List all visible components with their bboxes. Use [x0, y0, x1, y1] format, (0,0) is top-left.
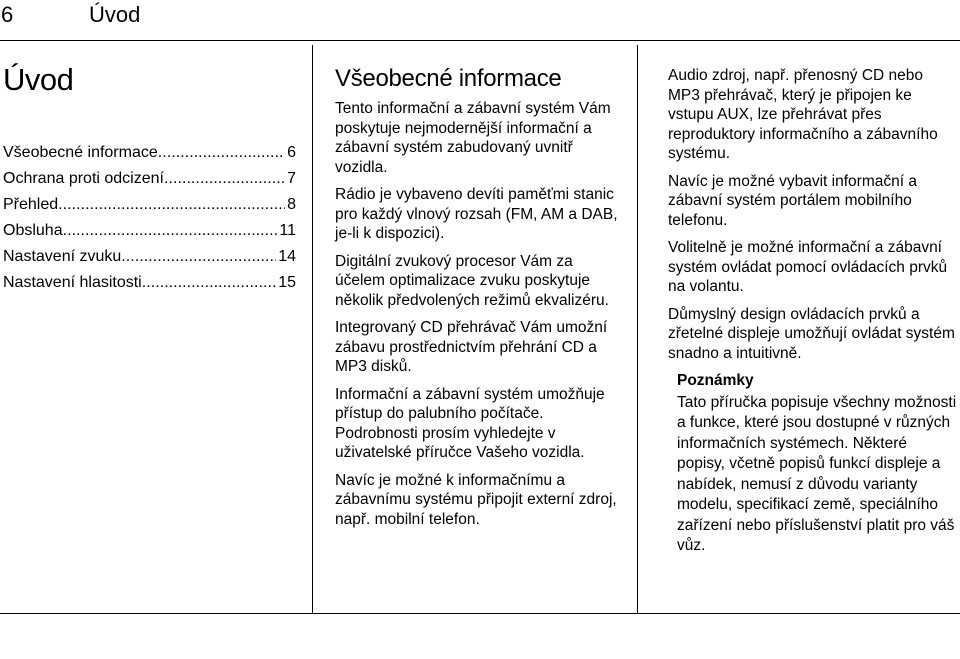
toc-label: Přehled: [3, 196, 59, 213]
toc-page: 11: [279, 222, 296, 239]
note-text: Tato příručka popisuje všechny možnosti a funkce, které jsou dostupné v různých informačních systémech. Některé popisy, včetně popisů funkcí displeje a nabídek, nemusí z důvodu varianty modelu, specifikací země, speciálního zařízení nebo příslušenství platit pro váš vůz.: [677, 393, 957, 554]
paragraph: Volitelně je možné informační a zábavní systém ovládat pomocí ovládacích prvků na volantu.: [668, 239, 948, 295]
toc-entry-tone-settings[interactable]: [3, 244, 296, 270]
toc-label: Nastavení zvuku: [3, 248, 122, 265]
toc-leader: [63, 218, 278, 244]
toc-label: Obsluha: [3, 222, 63, 239]
paragraph: Důmyslný design ovládacích prvků a zřetelné displeje umožňují ovládat systém snadno a intuitivně.: [668, 305, 955, 362]
toc-leader: [164, 166, 285, 192]
toc-label: Všeobecné informace: [3, 144, 158, 161]
note-title: Poznámky: [677, 372, 754, 389]
toc-leader: [142, 270, 276, 296]
continued-column: [668, 66, 958, 565]
running-title: Úvod: [89, 2, 141, 27]
paragraph: Tento informační a zábavní systém Vám poskytuje nejmodernější informační a zábavní systém zabudovaný uvnitř vozidla.: [335, 100, 611, 176]
toc-entry-theft-protection[interactable]: [3, 166, 296, 192]
chapter-title: Úvod: [3, 62, 74, 97]
toc-page: 14: [278, 248, 296, 265]
paragraph: Audio zdroj, např. přenosný CD nebo MP3 přehrávač, který je připojen ke vstupu AUX, lze přehrávat přes reproduktory informačního a zábavního systému.: [668, 67, 938, 162]
toc-leader: [121, 244, 276, 270]
header-divider: [0, 40, 960, 41]
toc-entry-operation[interactable]: [3, 218, 296, 244]
toc-entry-volume-settings[interactable]: [3, 270, 296, 296]
paragraph: Digitální zvukový procesor Vám za účelem optimalizace zvuku poskytuje několik předvolených režimů ekvalizéru.: [335, 252, 609, 309]
toc-label: Ochrana proti odcizení: [3, 170, 164, 187]
toc-entry-overview[interactable]: [3, 192, 296, 218]
column-divider-2: [637, 45, 638, 613]
page-number: 6: [1, 2, 14, 27]
paragraph: Navíc je možné k informačnímu a zábavnímu systému připojit externí zdroj, např. mobilní telefon.: [335, 471, 617, 528]
toc-page: 8: [287, 196, 296, 213]
toc-entry-general-info[interactable]: [3, 140, 296, 166]
footer-divider: [0, 613, 960, 614]
toc-leader: [158, 140, 285, 166]
general-info-column: [335, 65, 625, 537]
toc-page: 6: [287, 144, 296, 161]
toc-page: 7: [287, 170, 296, 187]
toc-leader: [58, 192, 285, 218]
paragraph: Rádio je vybaveno devíti paměťmi stanic pro každý vlnový rozsah (FM, AM a DAB, je-li k dispozici).: [335, 186, 618, 242]
paragraph: Informační a zábavní systém umožňuje přístup do palubního počítače. Podrobnosti prosím vyhledejte v uživatelské příručce Vašeho vozidla.: [335, 385, 605, 461]
table-of-contents: [3, 140, 296, 296]
toc-page: 15: [278, 274, 296, 291]
toc-label: Nastavení hlasitosti: [3, 274, 142, 291]
paragraph: Integrovaný CD přehrávač Vám umožní zábavu prostřednictvím přehrání CD a MP3 disků.: [335, 319, 608, 375]
paragraph: Navíc je možné vybavit informační a zábavní systém portálem mobilního telefonu.: [668, 172, 917, 229]
page-header: [0, 0, 960, 40]
column-divider-1: [312, 45, 313, 613]
section-title: Všeobecné informace: [335, 65, 562, 92]
note-box: [677, 371, 958, 557]
chapter-column: [3, 62, 296, 296]
